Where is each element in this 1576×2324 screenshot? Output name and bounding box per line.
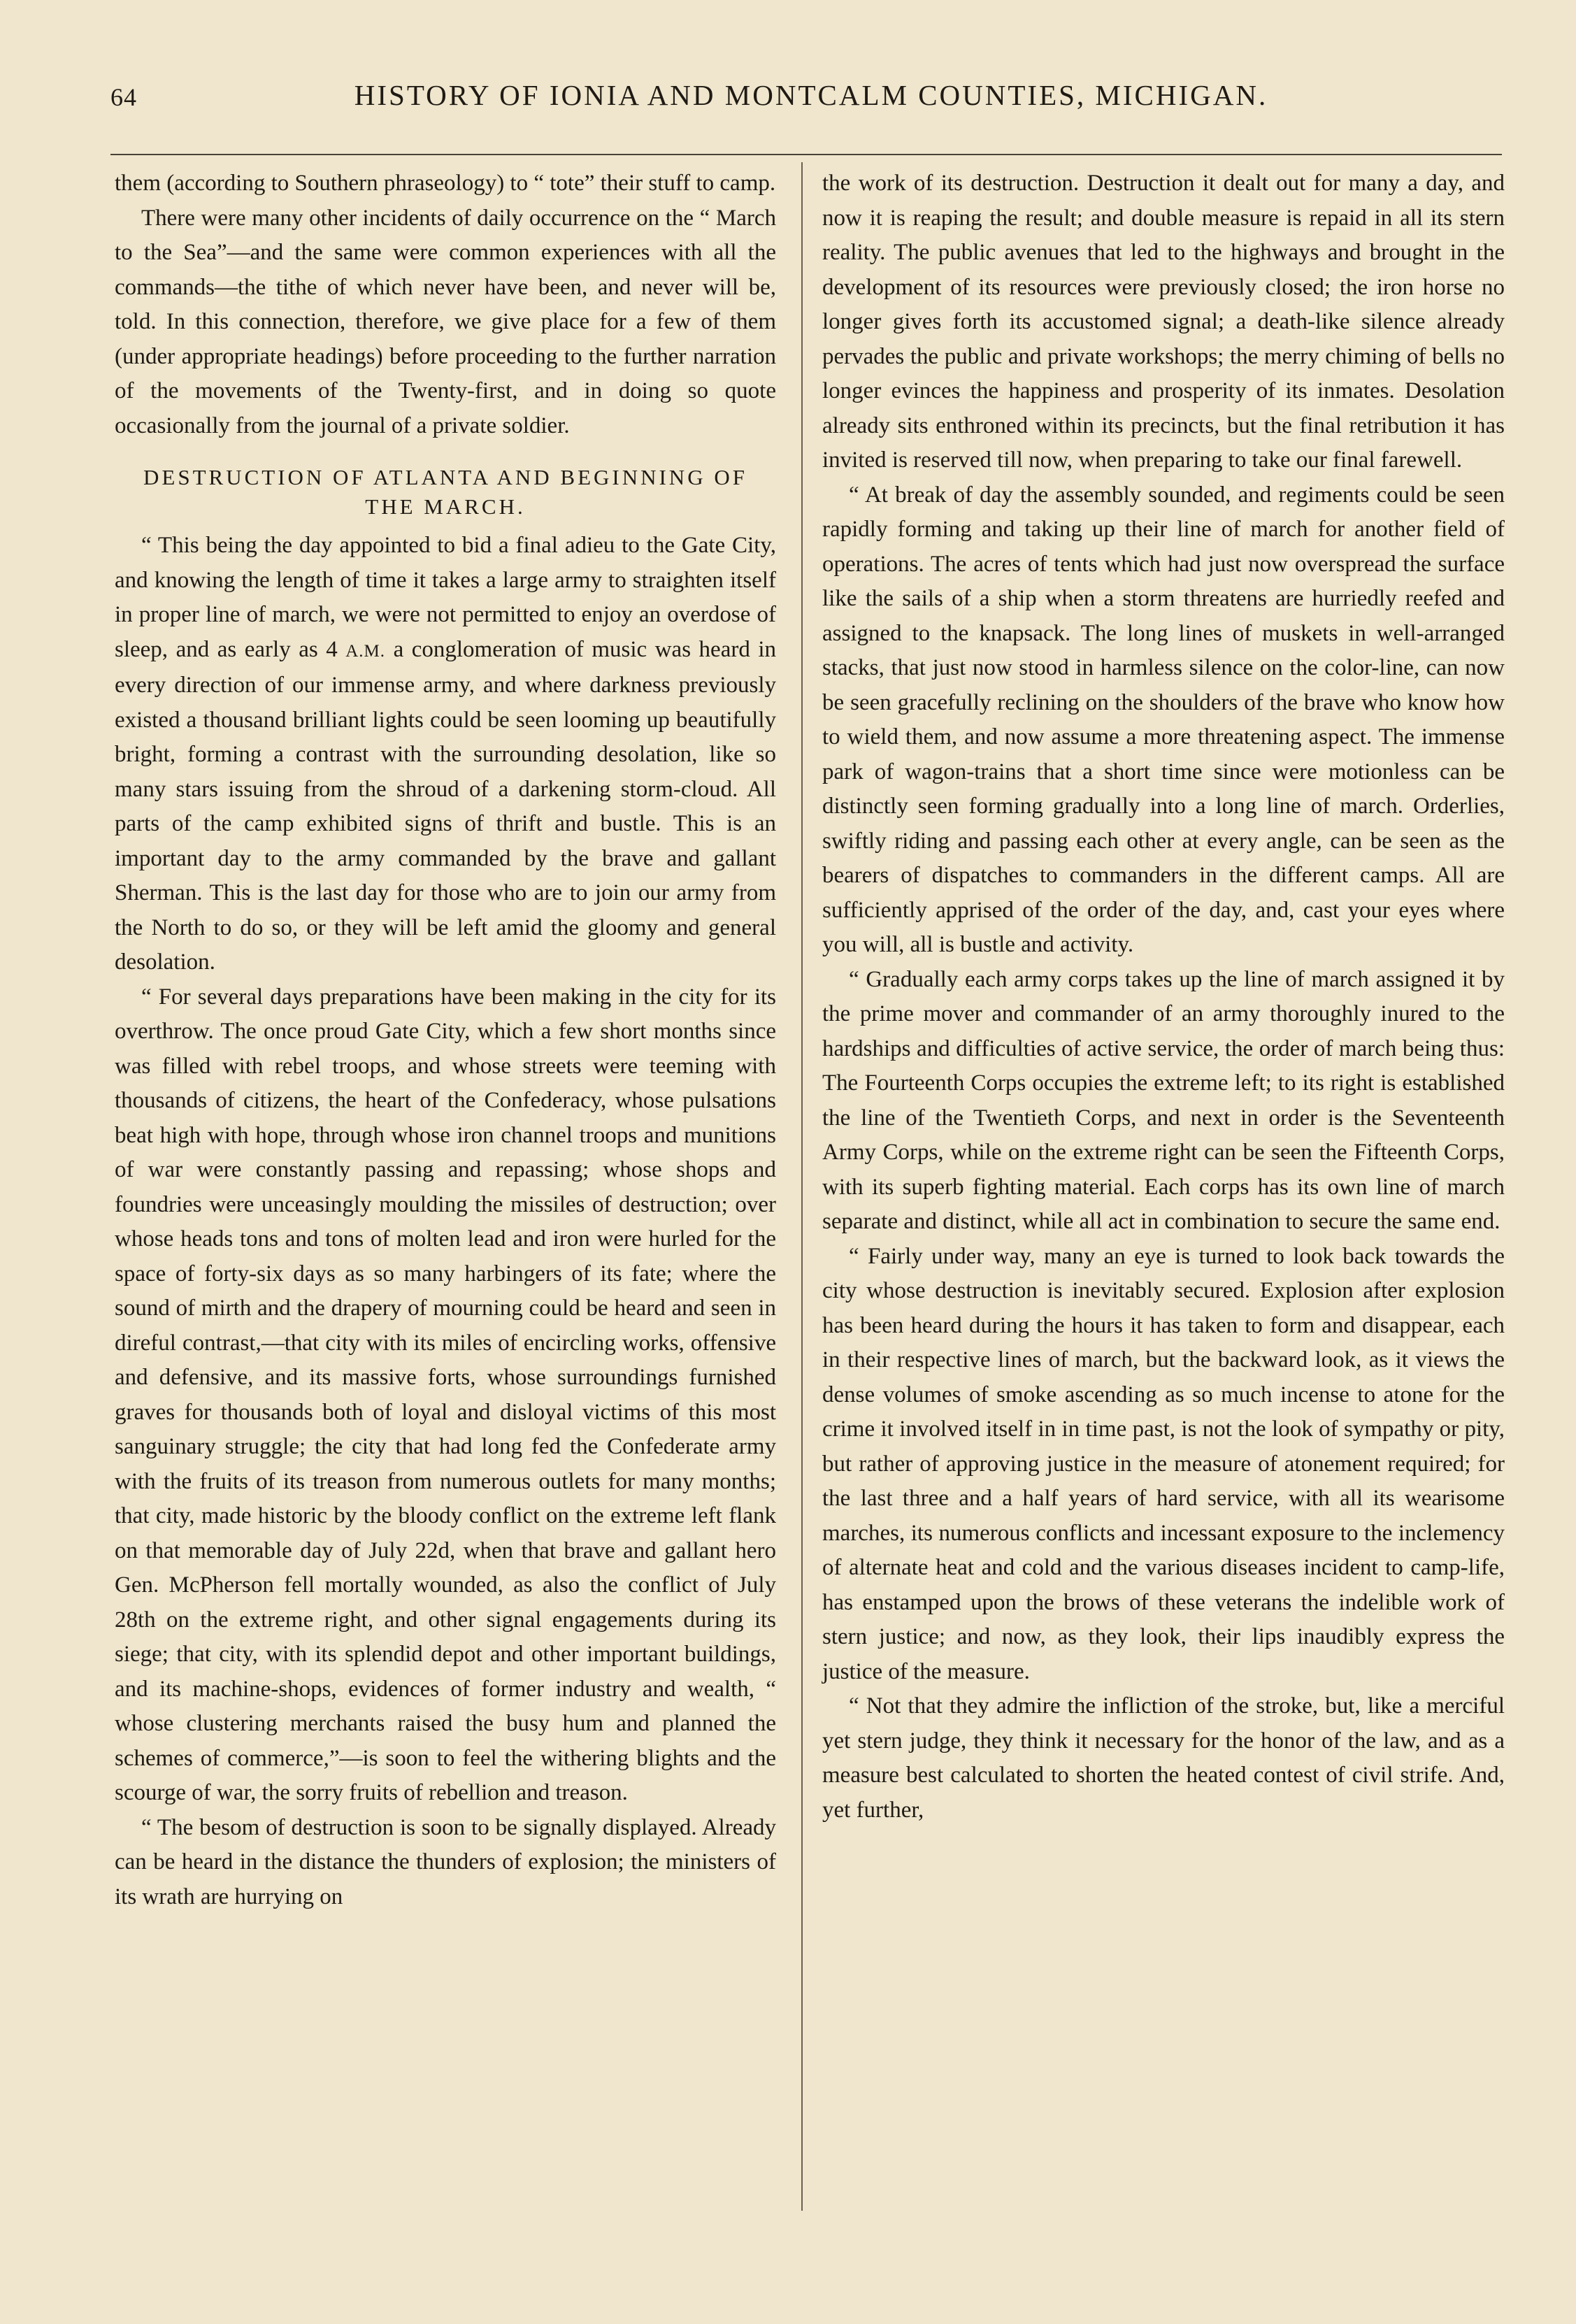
paragraph-text: “ This being the day appointed to bid a final adieu to the Gate City, and knowing the length of time it takes a large army to straighten itself in proper line of march, we were not permitted to enjoy an overdose of sleep, and as early as 4 — [115, 533, 776, 662]
paragraph: “ Fairly under way, many an eye is turned to look back towards the city whose destruction is inevitably secured. Explosion after explosion has been heard during the hours it has taken to form and disappear, each in their respective lines of march, but the backward look, as it views the dense volumes of smoke ascending as so much incense to atone for the crime it involved itself in in time past, is not the look of sympathy or pity, but rather of approving justice in the measure of atonement required; for the last three and a half years of hard service, with all its wearisome marches, its numerous conflicts and incessant exposure to the inclemency of alternate heat and cold and the various diseases incident to camp-life, has enstamped upon the brows of these veterans the indelible work of stern justice; and now, as they look, their lips inaudibly express the justice of the measure. — [822, 1243, 1505, 1684]
paragraph: “ Gradually each army corps takes up the line of march assigned it by the prime mover and commander of an army thoroughly inured to the hardships and difficulties of active service, the order of march being thus: The Fourteenth Corps occupies the extreme left; to its right is established the line of the Twentieth Corps, and next in order is the Seventeenth Army Corps, while on the extreme right can be seen the Fifteenth Corps, with its superb fighting material. Each corps has its own line of march separate and distinct, while all act in combination to secure the same end. — [822, 966, 1505, 1234]
paragraph: “ Not that they admire the infliction of the stroke, but, like a merciful yet stern judge, they think it necessary for the honor of the law, and as a measure best calculated to shorten the heated contest of civil strife. And, yet further, — [822, 1693, 1505, 1823]
right-column — [822, 166, 1505, 1828]
paragraph — [115, 529, 776, 980]
left-column — [115, 166, 776, 1914]
paragraph-text: a conglomeration of music was heard in every direction of our immense army, and where darkness previously existed a thousand brilliant lights could be seen looming up beautifully bright, forming a contrast with the surrounding desolation, like so many stars issuing from the shroud of a darkening storm-cloud. All parts of the camp exhibited signs of thrift and bustle. This is an important day to the army commanded by the brave and gallant Sherman. This is the last day for those who are to join our army from the North to do so, or they will be left amid the gloomy and general desolation. — [115, 636, 777, 975]
section-heading: DESTRUCTION OF ATLANTA AND BEGINNING OF THE MARCH. — [143, 465, 747, 519]
paragraph: them (according to Southern phraseology) to “ tote” their stuff to camp. — [115, 171, 776, 196]
paragraph: “ The besom of destruction is soon to be signally displayed. Already can be heard in the distance the thunders of explosion; the ministers of its wrath are hurrying on — [115, 1814, 776, 1909]
time-abbreviation: A.M. — [345, 641, 386, 661]
paragraph: “ At break of day the assembly sounded, and regiments could be seen rapidly forming and taking up their line of march for another field of operations. The acres of tents which had just now overspread the surface like the sails of a ship when a storm threatens are hurriedly reefed and assigned to the knapsack. The long lines of muskets in well-arranged stacks, that just now stood in harmless silence on the color-line, can now be seen gracefully reclining on the shoulders of the brave who know how to wield them, and now assume a more threatening aspect. The immense park of wagon-trains that a short time since were motionless can be distinctly seen forming gradually into a long line of march. Orderlies, swiftly riding and passing each other at every angle, can be seen as the bearers of dispatches to commanders in the different camps. All are sufficiently apprised of the order of the day, and, cast your eyes where you will, all is bustle and activity. — [822, 482, 1505, 957]
header-rule — [110, 154, 1502, 155]
paragraph: the work of its destruction. Destruction it dealt out for many a day, and now it is reaping the result; and double measure is repaid in all its stern reality. The public avenues that led to the highways and brought in the development of its resources were previously closed; the iron horse no longer gives forth its accustomed signal; a death-like silence already pervades the public and private workshops; the merry chiming of bells no longer evinces the happiness and prosperity of its inmates. Desolation already sits enthroned within its precincts, but the final retribution it has invited is reserved till now, when preparing to take our final farewell. — [822, 171, 1505, 473]
paragraph: There were many other incidents of daily occurrence on the “ March to the Sea”—and the same were common experiences with all the commands—the tithe of which never have been, and never will be, told. In this connection, therefore, we give place for a few of them (under appropriate headings) before proceeding to the further narration of the movements of the Twenty-first, and in doing so quote occasionally from the journal of a private soldier. — [115, 205, 776, 438]
column-divider — [801, 162, 803, 2211]
page-number: 64 — [110, 83, 137, 111]
paragraph: “ For several days preparations have been making in the city for its overthrow. The once proud Gate City, which a few short months since was filled with rebel troops, and whose streets were teeming with thousands of citizens, the heart of the Confederacy, whose pulsations beat high with hope, through whose iron channel troops and munitions of war were constantly passing and repassing; whose shops and foundries were unceasingly moulding the missiles of destruction; over whose heads tons and tons of molten lead and iron were hurled for the space of forty-six days as so many harbingers of its fate; where the sound of mirth and the drapery of mourning could be heard and seen in direful contrast,—that city with its miles of encircling works, offensive and defensive, and its massive forts, whose surroundings furnished graves for thousands both of loyal and disloyal victims of this most sanguinary struggle; the city that had long fed the Confederate army with the fruits of its treason from numerous outlets for many months; that city, made historic by the bloody conflict on the extreme left flank on that memorable day of July 22d, when that brave and gallant hero Gen. McPherson fell mortally wounded, as also the conflict of July 28th on the extreme right, and other signal engagements during its siege; that city, with its splendid depot and other important buildings, and its machine-shops, evidences of former industry and wealth, “ whose clustering merchants raised the busy hum and planned the schemes of commerce,”—is soon to feel the withering blights and the scourge of war, the sorry fruits of rebellion and treason. — [115, 984, 776, 1805]
running-head-title: HISTORY OF IONIA AND MONTCALM COUNTIES, MICHIGAN. — [354, 79, 1268, 111]
